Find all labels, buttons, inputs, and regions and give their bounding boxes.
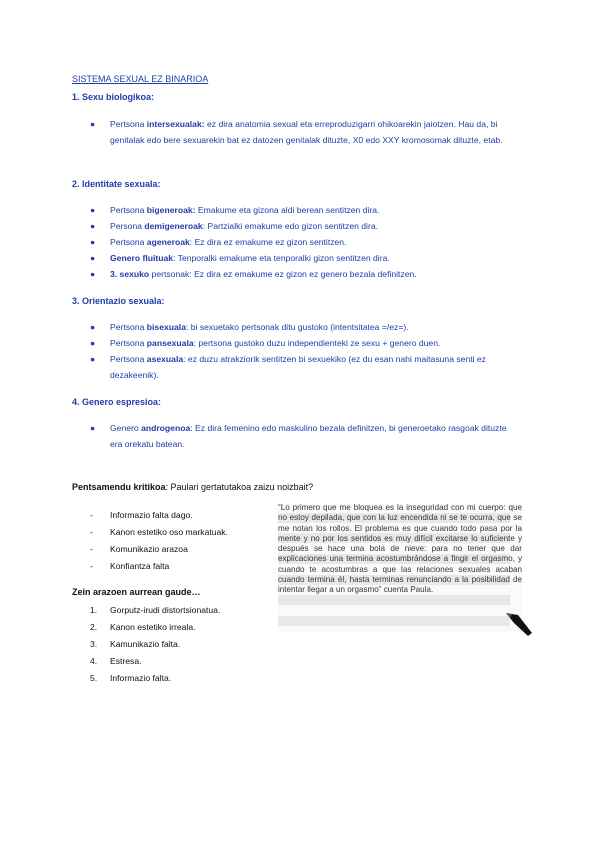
list-item: ● Pertsona asexuala: ez duzu atrakziorik sentitzen bi sexuekiko (ez du esan nahi maitasuna senti ez dezakeenik). <box>90 351 510 383</box>
list-item: ● Pertsona intersexualak: ez dira anatomia sexual eta erreproduzigarri ohikoarekin jaiotzen. Hau da, bi genitalak edo bere sexuarekin bat ez datozen genitalak dituzte, X0 edo XXY kromosomak dituzte, etab. <box>90 116 510 148</box>
bullet-icon: ● <box>90 205 96 215</box>
bullet-icon: ● <box>90 221 96 231</box>
document-title: SISTEMA SEXUAL EZ BINARIOA <box>72 74 209 84</box>
bullet-icon: ● <box>90 322 96 332</box>
bullet-icon: ● <box>90 119 96 129</box>
bullet-icon: ● <box>90 237 96 247</box>
document-page: SISTEMA SEXUAL EZ BINARIOA 1. Sexu biologikoa: ● Pertsona intersexualak: ez dira anatomia sexual eta erreproduzigarri ohikoarekin jaiotzen. Hau da, bi genitalak edo bere sexuarekin bat ez datozen genitalak dituzte, X0 edo XXY kromosomak dituzte, etab. 2. Identitate sexuala: ● Pertsona bigeneroak: Emakume eta gizona aldi berean sentitzen dira. ● Persona demigeneroak: Partzialki emakume edo gizon sentitzen dira. ● Pertsona ageneroak: Ez dira ez emakume ez gizon sentitzen. ● Genero fluituak: Tenporalki emakume eta tenporalki gizon sentitzen dira. ● 3. sexuko pertsonak: Ez dira ez emakume ez gizon ez genero bezala definitzen. 3. Orientazio sexuala: ● Pertsona bisexuala: bi sexuetako pertsonak ditu gustoko (intentsitatea =/ez=). ● Pertsona pansexuala: pertsona gustoko duzu independienteki ze sexu + genero duen. ● Pertsona asexuala: ez duzu atrakziorik sentitzen bi sexuekiko (ez du esan nahi maitasuna senti ez dezakeenik). 4. Genero espresioa: ● Genero androgenoa: Ez dira femenino edo maskulino bezala definitzen, bi generoetako rasgoak dituzte era orekatu batean. Pentsamendu kritikoa: Paulari gertatutakoa zaizu noizbait? - Informazio falta dago. - Kanon estetiko oso markatuak. - Komunikazio arazoa - Konfiantza falta Zein arazoen aurrean gaude… 1. Gorputz-irudi distortsionatua. 2. Kanon estetiko irreala. 3. Kamunikazio falta. 4. Estresa. 5. Informazio falta. “Lo primero que me bloquea es la inseguridad con mi cuerpo: que no estoy depilada, que con la luz encendida ni se te ocurra, que se me notan los rollos. El problema es que cuando todo pasa por la mente y no por los sentidos es muy difícil excitarse lo suficiente y después se hace una bola de nieve: para no tener que dar explicaciones una termina acostumbrándose a fingir el orgasmo, y cuando te acostumbras a que las relaciones sexuales acaban cuando termina él, hasta terminas renunciando a la posibilidad de intentar llegar a un orgasmo” cuenta Paula. <box>0 0 600 848</box>
list-item: ● Pertsona pansexuala: pertsona gustoko duzu independienteki ze sexu + genero duen. <box>90 335 510 351</box>
bullet-icon: ● <box>90 269 96 279</box>
list-item: ● Pertsona ageneroak: Ez dira ez emakume ez gizon sentitzen. <box>90 234 510 250</box>
bullet-icon: ● <box>90 423 96 433</box>
section-heading-1: 1. Sexu biologikoa: <box>72 92 155 102</box>
bullet-icon: ● <box>90 338 96 348</box>
list-item: ● Genero androgenoa: Ez dira femenino edo maskulino bezala definitzen, bi generoetako rasgoak dituzte era orekatu batean. <box>90 420 510 452</box>
section-heading-2: 2. Identitate sexuala: <box>72 179 161 189</box>
bullet-icon: ● <box>90 253 96 263</box>
list-item: ● Pertsona bigeneroak: Emakume eta gizona aldi berean sentitzen dira. <box>90 202 510 218</box>
list-item: ● 3. sexuko pertsonak: Ez dira ez emakume ez gizon ez genero bezala definitzen. <box>90 266 510 282</box>
list-item: ● Pertsona bisexuala: bi sexuetako pertsonak ditu gustoko (intentsitatea =/ez=). <box>90 319 510 335</box>
bullet-icon: ● <box>90 354 96 364</box>
quote-text: “Lo primero que me bloquea es la inseguridad con mi cuerpo: que no estoy depilada, que con la luz encendida ni se te ocurra, que se me notan los rollos. El problema es que cuando todo pasa por la mente y no por los sentidos es muy difícil excitarse lo suficiente y después se hace una bola de nieve: para no tener que dar explicaciones una termina acostumbrándose a fingir el orgasmo, y cuando te acostumbras a que las relaciones sexuales acaban cuando termina él, hasta terminas renunciando a la posibilidad de intentar llegar a un orgasmo” cuenta Paula. <box>278 503 522 595</box>
section-heading-3: 3. Orientazio sexuala: <box>72 296 165 306</box>
pen-icon <box>504 609 534 637</box>
problems-subheading: Zein arazoen aurrean gaude… <box>72 587 201 597</box>
critical-thinking-question: Pentsamendu kritikoa: Paulari gertatutakoa zaizu noizbait? <box>72 482 314 492</box>
section-heading-4: 4. Genero espresioa: <box>72 397 162 407</box>
quote-image <box>278 503 522 633</box>
list-item: ● Persona demigeneroak: Partzialki emakume edo gizon sentitzen dira. <box>90 218 510 234</box>
list-item: ● Genero fluituak: Tenporalki emakume eta tenporalki gizon sentitzen dira. <box>90 250 510 266</box>
